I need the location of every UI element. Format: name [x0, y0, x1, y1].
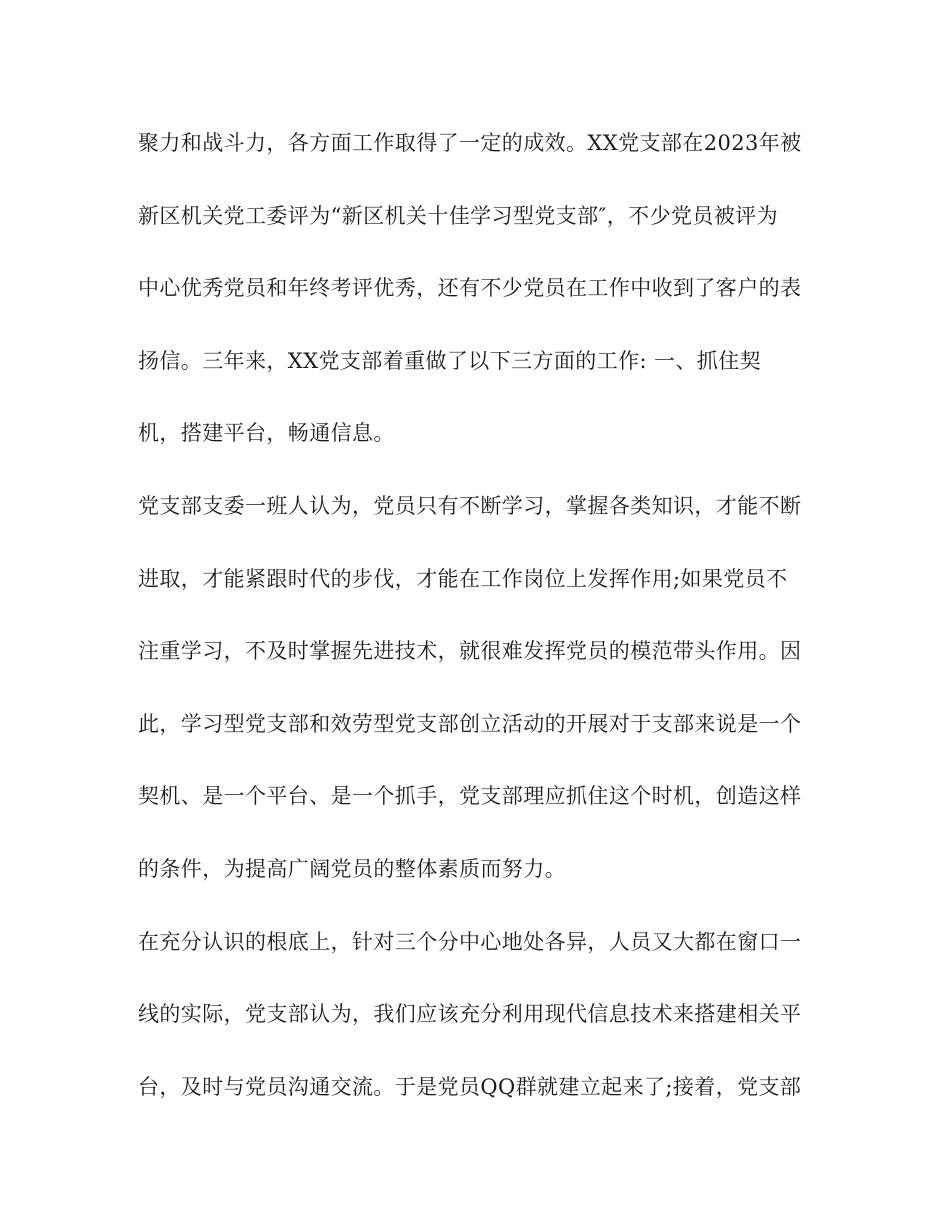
text-line: 机，搭建平台，畅通信息。	[138, 421, 395, 445]
text-line: 的条件，为提高广阔党员的整体素质而努力。	[138, 857, 566, 881]
text-line: 台，及时与党员沟通交流。于是党员QQ群就建立起来了;接着，党支部	[138, 1075, 802, 1099]
text-line: 契机、是一个平台、是一个抓手，党支部理应抓住这个时机，创造这样	[138, 784, 802, 808]
text-line: 中心优秀党员和年终考评优秀，还有不少党员在工作中收到了客户的表	[138, 276, 802, 300]
text-line: 党支部支委一班人认为，党员只有不断学习，掌握各类知识，才能不断	[138, 494, 802, 518]
text-line: 注重学习，不及时掌握先进技术，就很难发挥党员的模范带头作用。因	[138, 639, 802, 663]
text-line: 线的实际，党支部认为，我们应该充分利用现代信息技术来搭建相关平	[138, 1002, 802, 1026]
text-line: 此，学习型党支部和效劳型党支部创立活动的开展对于支部来说是一个	[138, 712, 802, 736]
text-line: 扬信。三年来，XX党支部着重做了以下三方面的工作: 一、抓住契	[138, 349, 762, 373]
text-line: 在充分认识的根底上，针对三个分中心地处各异，人员又大都在窗口一	[138, 930, 802, 954]
text-line: 进取，才能紧跟时代的步伐，才能在工作岗位上发挥作用;如果党员不	[138, 567, 788, 591]
text-line: 新区机关党工委评为“新区机关十佳学习型党支部″，不少党员被评为	[138, 204, 778, 228]
text-line: 聚力和战斗力，各方面工作取得了一定的成效。XX党支部在2023年被	[138, 131, 802, 155]
